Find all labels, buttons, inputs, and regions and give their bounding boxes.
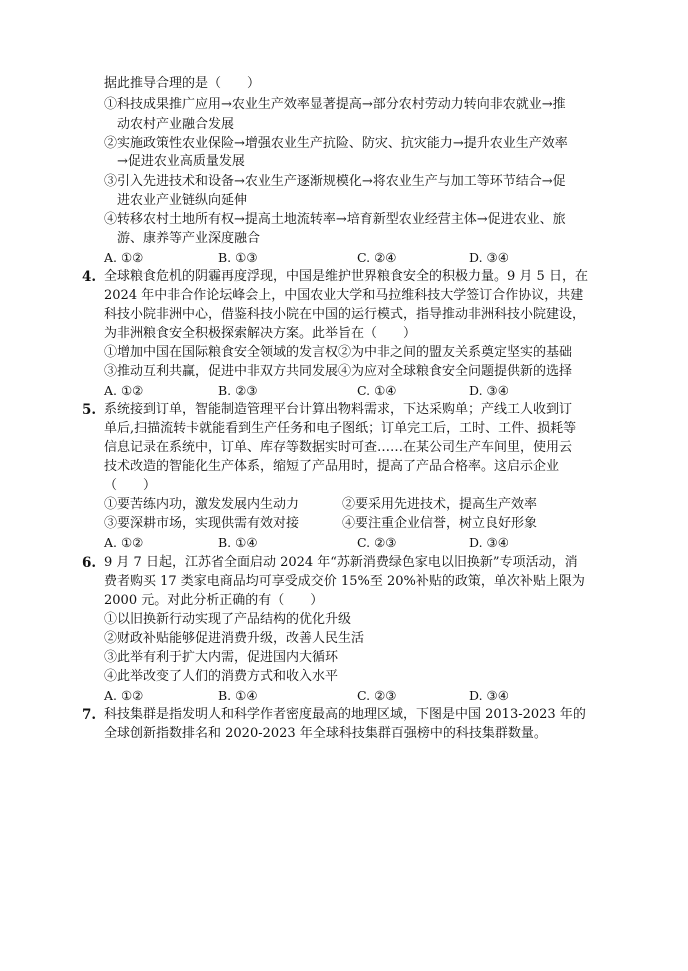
q3-stem-tail: 据此推导合理的是（ ） [104,76,261,91]
q3-item-3b: 进农业产业链纵向延伸 [117,193,248,208]
q4-stem-1: 全球粮食危机的阴霾再度浮现，中国是维护世界粮食安全的积极力量。9 月 5 日，在 [104,269,588,284]
q5-stem-3: 信息记录在系统中，订单、库存等数据实时可查……在某公司生产车间里，使用云 [104,440,573,455]
q5-item-2: ②要采用先进技术，提高生产效率 [342,497,538,512]
q3-item-2b: →促进农业高质量发展 [117,154,245,169]
q6-option-d: D. ③④ [469,688,509,703]
q6-option-a: A. ①② [104,688,144,703]
q6-item-2: ②财政补贴能够促进消费升级，改善人民生活 [104,631,365,646]
q4-option-c: C. ①④ [357,383,397,398]
q4-stem-4: 为非洲粮食安全积极探索解决方案。此举旨在（ ） [104,326,417,341]
q5-option-d: D. ③④ [469,535,509,550]
q3-item-1b: 动农村产业融合发展 [117,117,235,132]
q3-item-4b: 游、康养等产业深度融合 [117,231,261,246]
q5-stem-5: （ ） [104,478,157,493]
q4-item-2: ③推动互利共赢，促进中非双方共同发展④为应对全球粮食安全问题提供新的选择 [104,364,573,379]
q3-item-2a: ②实施政策性农业保险→增强农业生产抗险、防灾、抗灾能力→提升农业生产效率 [104,136,568,151]
q5-option-c: C. ②③ [357,535,397,550]
q3-option-d: D. ③④ [469,250,509,265]
q6-number: 6. [82,555,97,571]
q7-stem-2: 全球创新指数排名和 2020-2023 年全球科技集群百强榜中的科技集群数量。 [104,726,547,741]
q3-option-a: A. ①② [104,250,144,265]
q4-option-a: A. ①② [104,383,144,398]
q3-item-1a: ①科技成果推广应用→农业生产效率显著提高→部分农村劳动力转向非农就业→推 [104,97,566,112]
q5-stem-2: 单后,扫描流转卡就能看到生产任务和电子图纸；订单完工后，工时、工件、损耗等 [104,421,577,436]
q4-stem-2: 2024 年中非合作论坛峰会上，中国农业大学和马拉维科技大学签订合作协议，共建 [104,288,584,303]
q6-option-c: C. ②③ [357,688,397,703]
q6-stem-1: 9 月 7 日起，江苏省全面启动 2024 年“苏新消费绿色家电以旧换新”专项活动，消 [104,555,578,570]
q3-option-c: C. ②④ [357,250,397,265]
q6-option-b: B. ①④ [218,688,258,703]
q5-item-4: ④要注重企业信誉，树立良好形象 [342,516,538,531]
q7-stem-1: 科技集群是指发明人和科学作者密度最高的地理区域，下图是中国 2013-2023 年的 [104,707,586,722]
q5-stem-4: 技术改造的智能化生产体系，缩短了产品用时，提高了产品合格率。这启示企业 [104,459,560,474]
q4-stem-3: 科技小院非洲中心，借鉴科技小院在中国的运行模式，指导推动非洲科技小院建设， [104,307,586,322]
q6-item-1: ①以旧换新行动实现了产品结构的优化升级 [104,612,352,627]
q4-option-d: D. ③④ [469,383,509,398]
q4-number: 4. [82,269,97,285]
q5-item-3: ③要深耕市场，实现供需有效对接 [104,516,300,531]
q6-stem-2: 费者购买 17 类家电商品均可享受成交价 15%至 20%补贴的政策，单次补贴上限为 [104,574,585,589]
q5-option-b: B. ①④ [218,535,258,550]
q4-option-b: B. ②③ [218,383,258,398]
q6-item-4: ④此举改变了人们的消费方式和收入水平 [104,669,339,684]
q5-stem-1: 系统接到订单，智能制造管理平台计算出物料需求，下达采购单；产线工人收到订 [104,402,573,417]
q4-item-1: ①增加中国在国际粮食安全领域的发言权②为中非之间的盟友关系奠定坚实的基础 [104,345,573,360]
q6-item-3: ③此举有利于扩大内需，促进国内大循环 [104,650,339,665]
q5-option-a: A. ①② [104,535,144,550]
q3-option-b: B. ①③ [218,250,258,265]
q7-number: 7. [82,707,97,723]
q3-item-4a: ④转移农村土地所有权→提高土地流转率→培育新型农业经营主体→促进农业、旅 [104,212,566,227]
q6-stem-3: 2000 元。对此分析正确的有（ ） [104,593,324,608]
q5-number: 5. [82,402,97,418]
q5-item-1: ①要苦练内功，激发发展内生动力 [104,497,300,512]
q3-item-3a: ③引入先进技术和设备→农业生产逐渐规模化→将农业生产与加工等环节结合→促 [104,174,566,189]
